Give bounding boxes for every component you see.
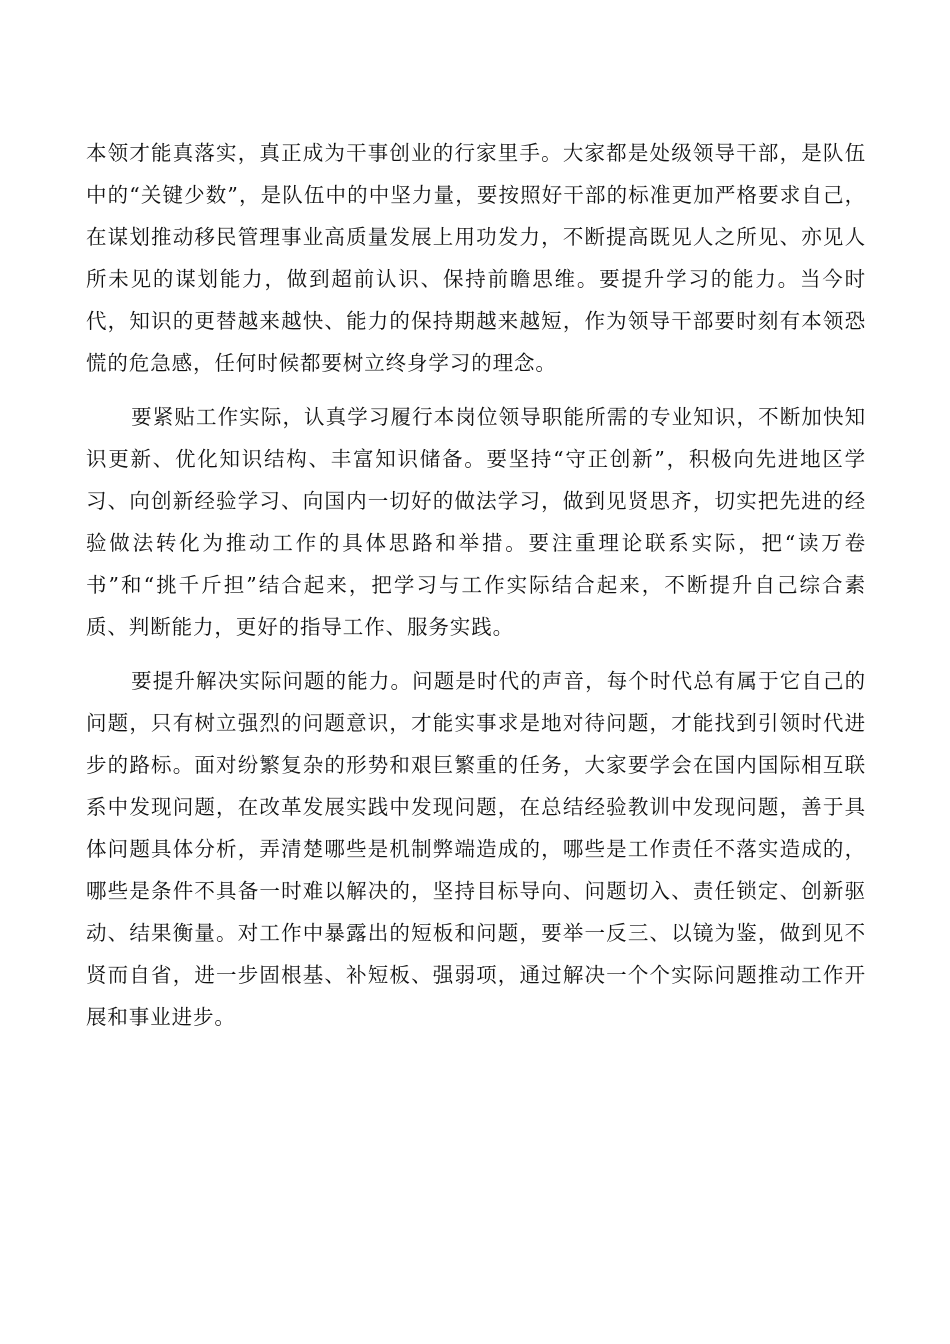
paragraph-continued: 本领才能真落实，真正成为干事创业的行家里手。大家都是处级领导干部，是队伍中的“关键少数”，是队伍中的中坚力量，要按照好干部的标准更加严格要求自己，在谋划推动移民管理事业高质量发展上用功发力，不断提高既见人之所见、亦见人所未见的谋划能力，做到超前认识、保持前瞻思维。要提升学习的能力。当今时代，知识的更替越来越快、能力的保持期越来越短，作为领导干部要时刻有本领恐慌的危急感，任何时候都要树立终身学习的理念。 (86, 141, 866, 375)
paragraph-problem-solving: 要提升解决实际问题的能力。问题是时代的声音，每个时代总有属于它自己的问题，只有树立强烈的问题意识，才能实事求是地对待问题，才能找到引领时代进步的路标。面对纷繁复杂的形势和艰巨繁重的任务，大家要学会在国内国际相互联系中发现问题，在改革发展实践中发现问题，在总结经验教训中发现问题，善于具体问题具体分析，弄清楚哪些是机制弊端造成的，哪些是工作责任不落实造成的，哪些是条件不具备一时难以解决的，坚持目标导向、问题切入、责任锁定、创新驱动、结果衡量。对工作中暴露出的短板和问题，要举一反三、以镜为鉴，做到见不贤而自省，进一步固根基、补短板、强弱项，通过解决一个个实际问题推动工作开展和事业进步。 (86, 669, 866, 1029)
paragraph-study: 要紧贴工作实际，认真学习履行本岗位领导职能所需的专业知识，不断加快知识更新、优化知识结构、丰富知识储备。要坚持“守正创新”，积极向先进地区学习、向创新经验学习、向国内一切好的做法学习，做到见贤思齐，切实把先进的经验做法转化为推动工作的具体思路和举措。要注重理论联系实际，把“读万卷书”和“挑千斤担”结合起来，把学习与工作实际结合起来，不断提升自己综合素质、判断能力，更好的指导工作、服务实践。 (86, 405, 866, 639)
document-body (86, 132, 866, 1038)
